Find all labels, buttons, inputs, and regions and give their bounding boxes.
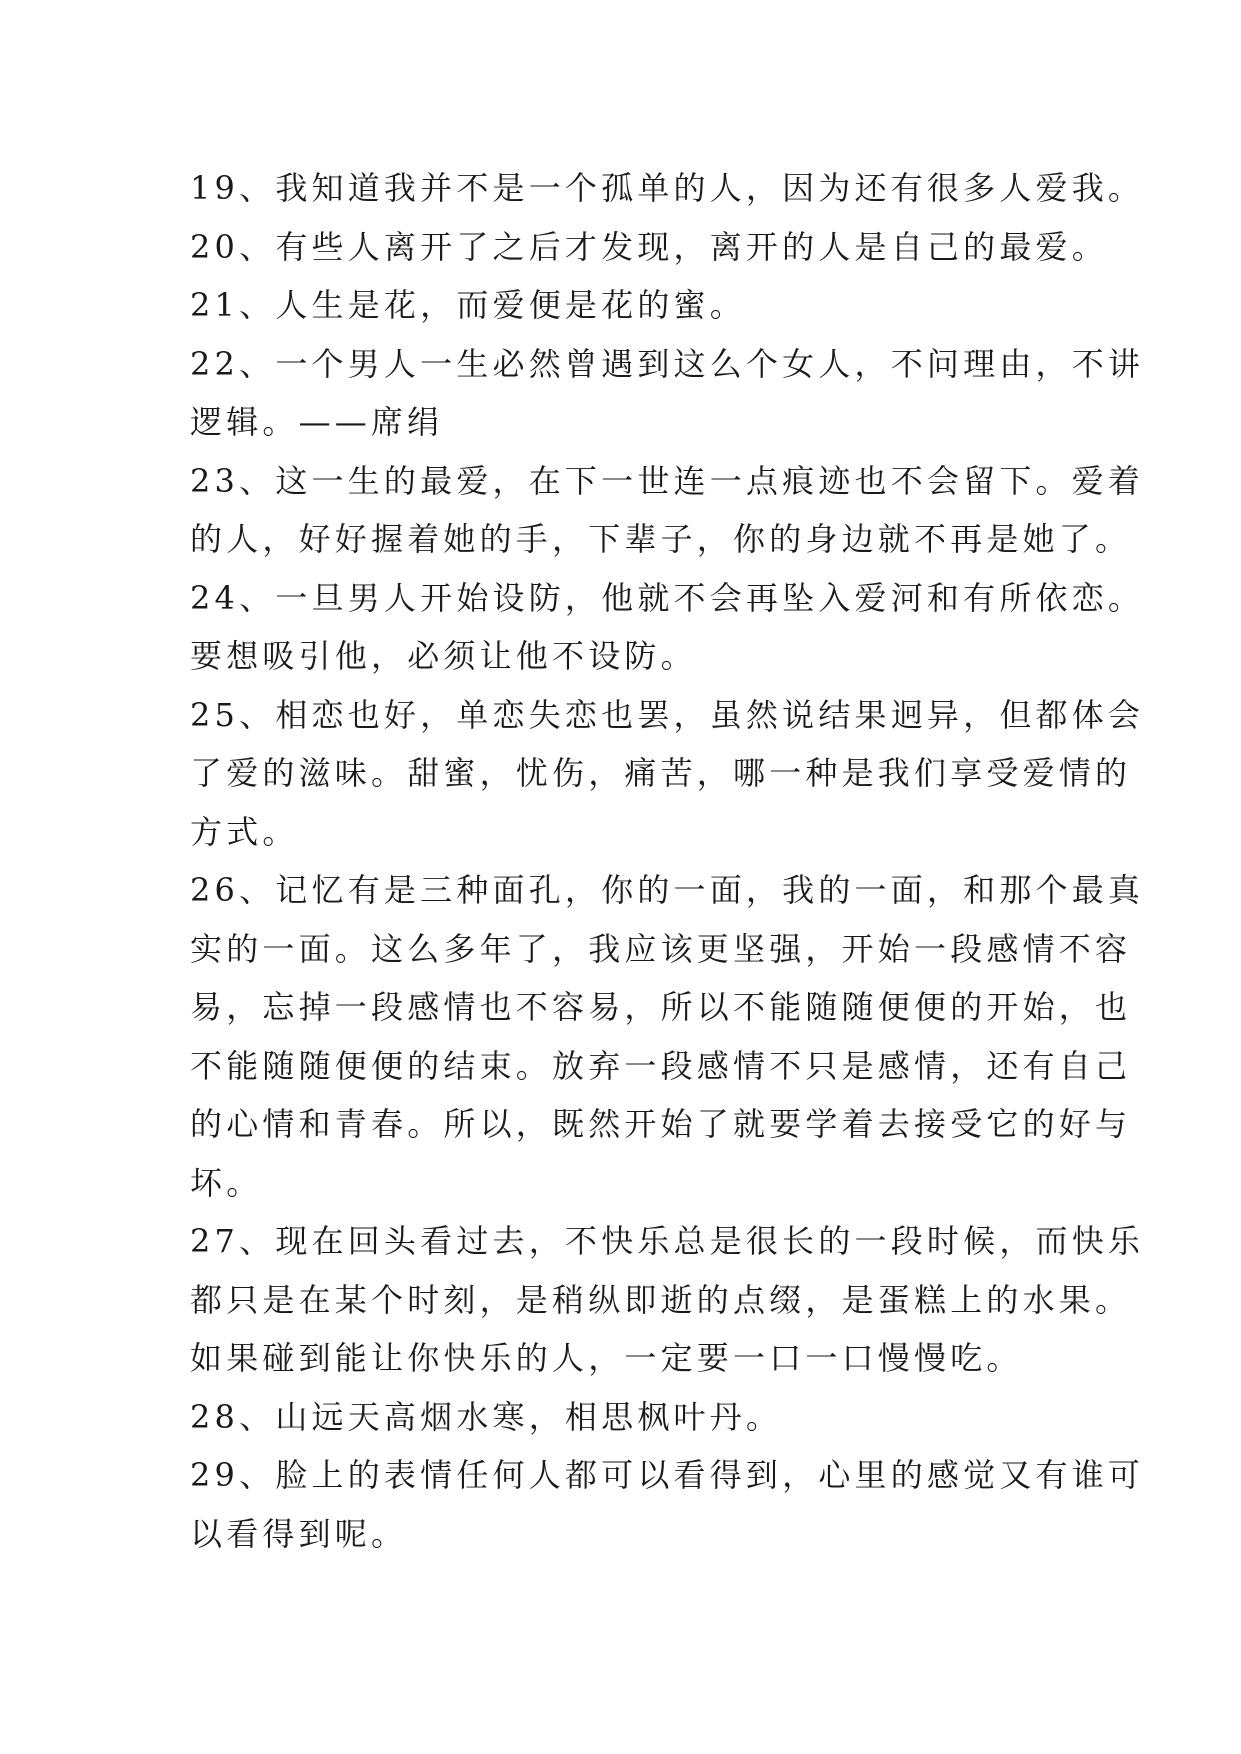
text-line: 实的一面。这么多年了，我应该更坚强，开始一段感情不容	[190, 929, 1132, 968]
text-line: 29、脸上的表情任何人都可以看得到，心里的感觉又有谁可	[190, 1456, 1145, 1494]
text-line: 22、一个男人一生必然曾遇到这么个女人，不问理由，不讲	[190, 344, 1145, 383]
text-line: 26、记忆有是三种面孔，你的一面，我的一面，和那个最真	[190, 871, 1145, 909]
text-line: 了爱的滋味。甜蜜，忧伤，痛苦，哪一种是我们享受爱情的	[190, 754, 1132, 792]
text-line: 的心情和青春。所以，既然开始了就要学着去接受它的好与	[190, 1105, 1132, 1143]
text-line: 逻辑。——席绢	[190, 403, 444, 441]
text-line: 如果碰到能让你快乐的人，一定要一口一口慢慢吃。	[190, 1339, 1023, 1377]
text-line: 都只是在某个时刻，是稍纵即逝的点缀，是蛋糕上的水果。	[190, 1280, 1132, 1319]
text-line: 25、相恋也好，单恋失恋也罢，虽然说结果迥异，但都体会	[190, 695, 1145, 734]
text-line: 23、这一生的最爱，在下一世连一点痕迹也不会留下。爱着	[190, 461, 1145, 500]
text-line: 24、一旦男人开始设防，他就不会再坠入爱河和有所依恋。	[190, 578, 1145, 617]
text-line: 坏。	[190, 1163, 263, 1202]
text-line: 27、现在回头看过去，不快乐总是很长的一段时候，而快乐	[190, 1222, 1145, 1260]
text-line: 易，忘掉一段感情也不容易，所以不能随随便便的开始，也	[190, 988, 1132, 1026]
text-line: 21、人生是花，而爱便是花的蜜。	[190, 286, 746, 324]
text-line: 的人，好好握着她的手，下辈子，你的身边就不再是她了。	[190, 520, 1132, 558]
text-line: 20、有些人离开了之后才发现，离开的人是自己的最爱。	[190, 227, 1108, 266]
text-line: 方式。	[190, 812, 299, 851]
text-line: 19、我知道我并不是一个孤单的人，因为还有很多人爱我。	[190, 169, 1145, 207]
text-line: 以看得到呢。	[190, 1514, 408, 1553]
document-body	[190, 159, 1145, 1563]
text-line: 不能随随便便的结束。放弃一段感情不只是感情，还有自己	[190, 1046, 1132, 1085]
text-line: 要想吸引他，必须让他不设防。	[190, 637, 697, 675]
text-line: 28、山远天高烟水寒，相思枫叶丹。	[190, 1397, 783, 1436]
